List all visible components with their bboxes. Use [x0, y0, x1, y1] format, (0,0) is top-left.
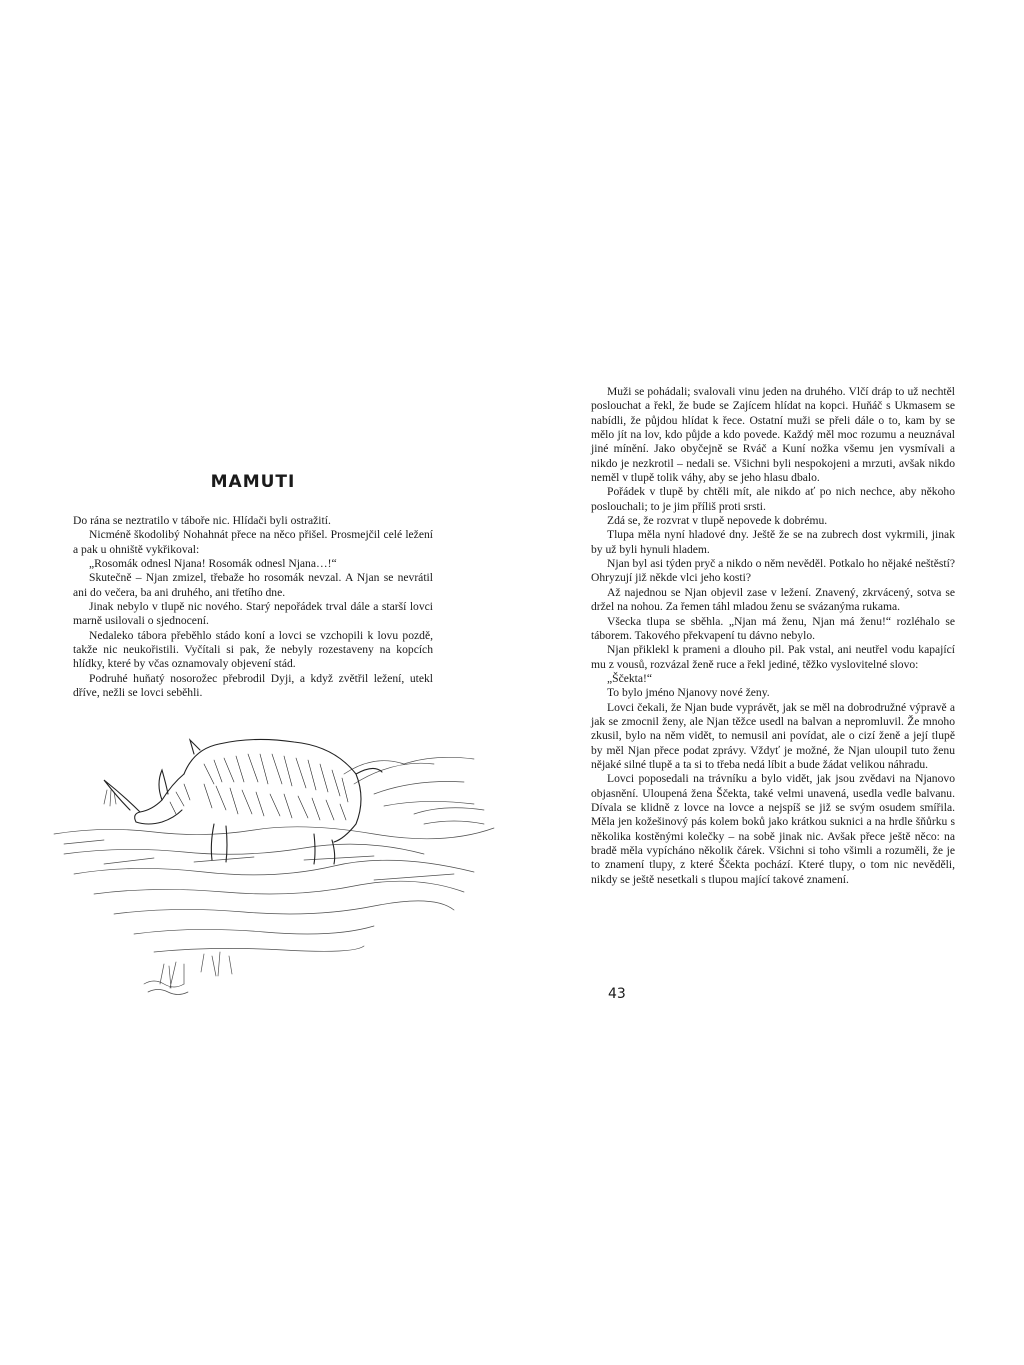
paragraph: To bylo jméno Njanovy nové ženy.	[607, 686, 770, 700]
paragraph: Lovci čekali, že Njan bude vyprávět, jak se měl na dobrodružné výpravě a jak se zmocnil ženy, ale Njan těžce usedl na balvan a nepromluvil. Že mnoho zkusil, bylo na něm vidět, to nemusil ani povídat, ale o cizí ženě a její tlupě by měl Njan přece podat zprávy. Vždyť je možné, že Njan uloupil tuto ženu nějaké silné tlupě a ta si to třeba nedá líbit a bude žádat velikou náhradu.	[591, 700, 955, 771]
paragraph: Do rána se neztratilo v táboře nic. Hlídači byli ostražití.	[73, 514, 331, 527]
chapter-title: MAMUTI	[210, 472, 296, 492]
left-page-text	[73, 514, 433, 700]
paragraph: „Rosomák odnesl Njana! Rosomák odnesl Njana…!“	[89, 557, 337, 571]
paragraph: Tlupa měla nyní hladové dny. Ještě že se na zubrech dost vykrmili, jinak by už byli hynuli hladem.	[591, 528, 955, 556]
paragraph: Všecka tlupa se sběhla. „Njan má ženu, Njan má ženu!“ rozléhalo se táborem. Takového překvapení tu dávno nebylo.	[591, 614, 955, 642]
paragraph: Njan byl asi týden pryč a nikdo o něm nevěděl. Potkalo ho nějaké neštěstí? Ohryzují již někde vlci jeho kosti?	[591, 557, 955, 585]
paragraph: Až najednou se Njan objevil zase v ležení. Znavený, zkrvácený, sotva se držel na nohou. Za řemen táhl mladou ženu se svázanýma rukama.	[591, 585, 955, 614]
paragraph: Pořádek v tlupě by chtěli mít, ale nikdo ať po nich nechce, aby někoho poslouchali; to je jim příliš proti srsti.	[591, 485, 955, 513]
paragraph: Nedaleko tábora přeběhlo stádo koní a lovci se vzchopili k lovu pozdě, takže nic neukořistili. Vyčítali si pak, že nebyly rozestaveny na kopcích hlídky, které by včas oznamovaly objevení stád.	[73, 628, 433, 671]
paragraph: Podruhé huňatý nosorožec přebrodil Dyji, a když zvětřil ležení, utekl dříve, nežli se lovci seběhli.	[73, 671, 433, 700]
woolly-rhinoceros-illustration	[44, 714, 506, 1014]
paragraph: Lovci poposedali na trávníku a bylo vidět, jak jsou zvědavi na Njanovo objasnění. Uloupená žena Ščekta, také velmi unavená, usedla vedle balvanu. Dívala se klidně z lovce na lovce a nejspíš se již se svým osudem smířila. Měla jen kožešinový pás kolem boků jako krátkou suknici a na hrdle šňůrku s několika kostěnými kolečky – na sobě jinak nic. Avšak přece ještě něco: na bradě měla vypícháno několik čárek. Všichni si toho všimli a rozuměli, že je to znamení tlupy, z které Ščekta pochází. Které tlupy, o tom nic nevěděli, nikdy se ještě nesetkali s tlupou mající takové znamení.	[591, 772, 955, 886]
paragraph: Njan přiklekl k prameni a dlouho pil. Pak vstal, ani neutřel vodu kapající mu z vousů, rozvázal ženě ruce a řekl jediné, těžko vyslovitelné slovo:	[591, 643, 955, 671]
paragraph: Zdá se, že rozvrat v tlupě nepovede k dobrému.	[607, 514, 828, 528]
paragraph: Jinak nebylo v tlupě nic nového. Starý nepořádek trval dále a starší lovci marně usilovali o sjednocení.	[73, 600, 433, 628]
paragraph: Muži se pohádali; svalovali vinu jeden na druhého. Vlčí dráp to už nechtěl poslouchat a řekl, že bude se Zajícem hlídat na kopci. Huňáč s Ukmasem se nabídli, že půjdou hlídat k řece. Ostatní muži se přeli dále o to, kam by se mělo jít na lov, kdo půjde a kdo povede. Každý měl moc rozumu a neuznával jiné mínění. Jako obyčejně se Rváč a Kuní nožka všemu jen vysmívali a nikdo je nezkrotil – nedali se. Všichni byli nespokojeni a mrzuti, avšak nikdo neměl v tlupě tolik váhy, aby se jeho hlasu dbalo.	[591, 385, 955, 485]
paragraph: „Ščekta!“	[607, 671, 653, 685]
right-page-text	[591, 385, 955, 887]
paragraph: Skutečně – Njan zmizel, třebaže ho rosomák nevzal. A Njan se nevrátil ani do večera, ba ani druhého, ani třetího dne.	[73, 571, 433, 599]
page-number: 43	[608, 986, 626, 1002]
right-page	[512, 0, 1024, 1365]
paragraph: Nicméně škodolibý Nohahnát přece na něco přišel. Prosmejčil celé ležení a pak u ohniště vykřikoval:	[73, 528, 433, 556]
